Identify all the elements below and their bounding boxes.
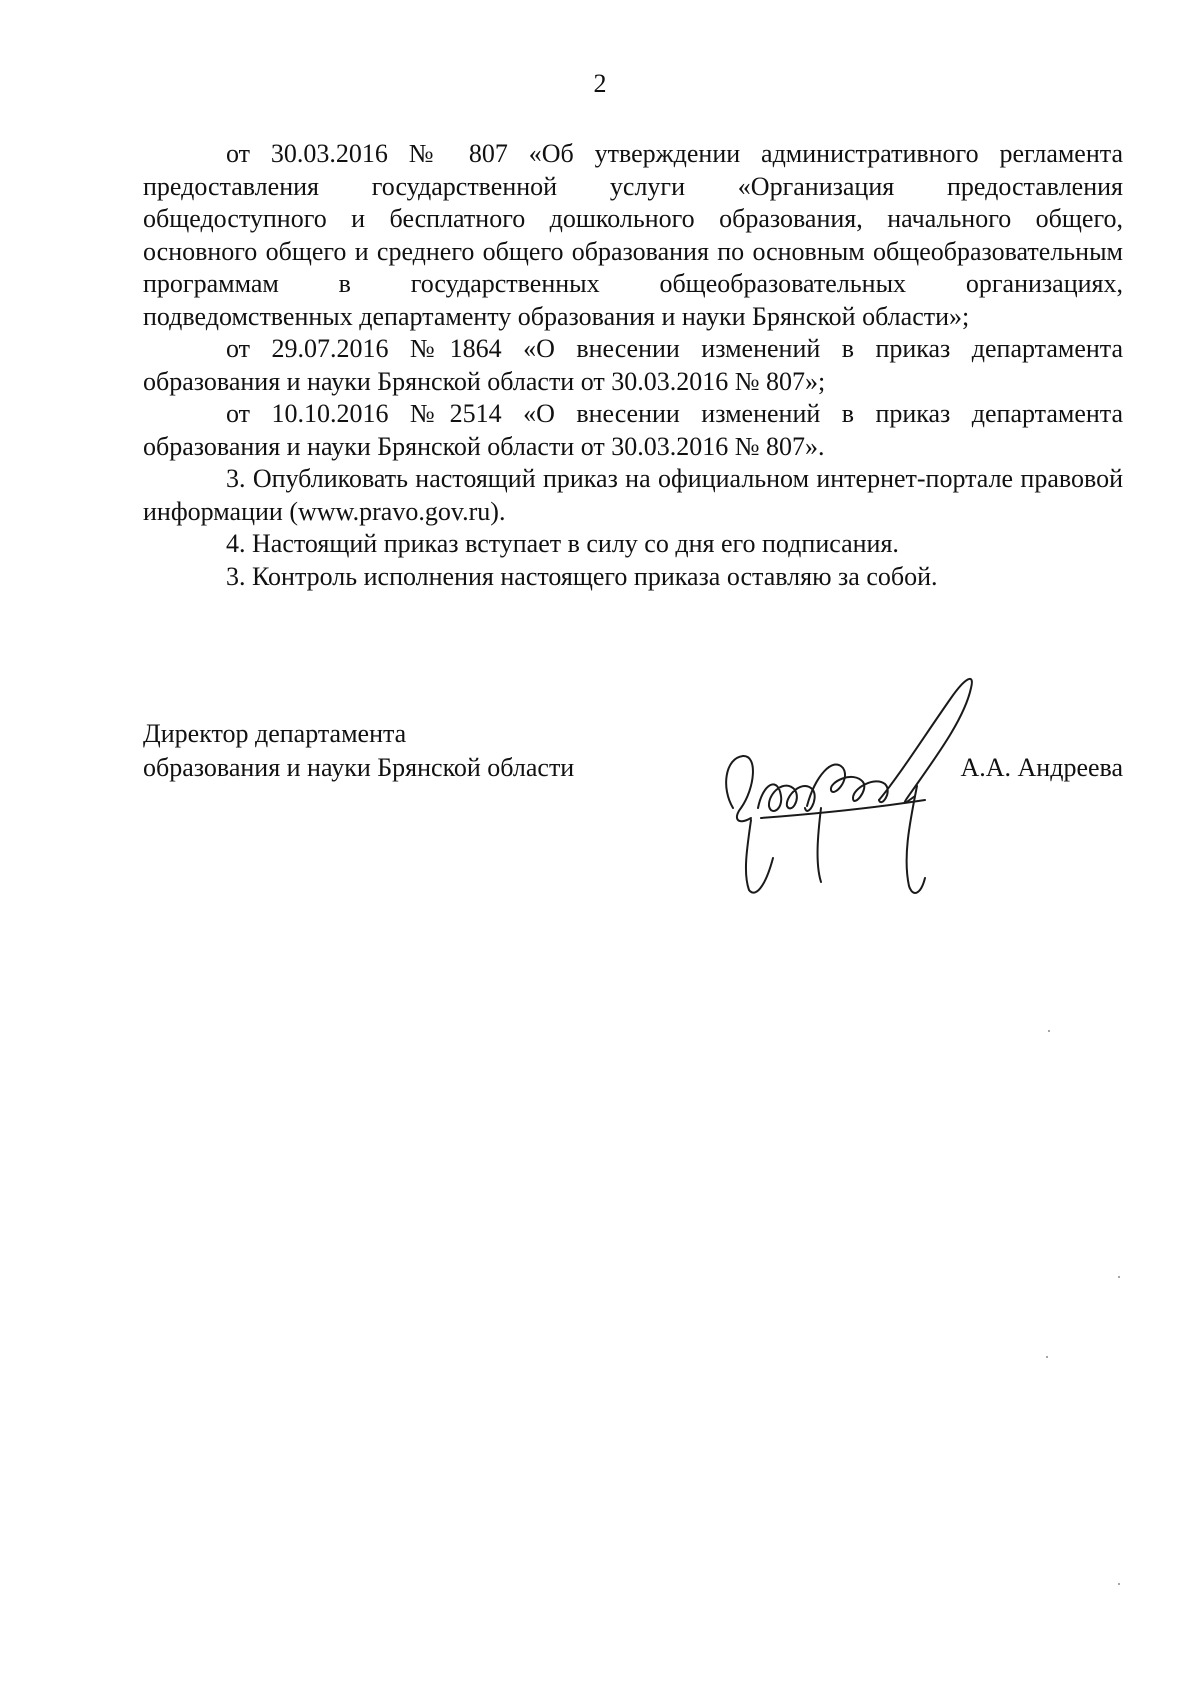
scan-speck [1118, 1276, 1120, 1278]
signatory-title-line-2: образования и науки Брянской области [143, 753, 575, 782]
paragraph-publish: 3. Опубликовать настоящий приказ на официальном интернет-портале правовой информации (www.pravo.gov.ru). [143, 464, 1123, 526]
scan-speck [1048, 1030, 1050, 1032]
document-body [143, 138, 1123, 593]
scan-speck [1118, 1583, 1120, 1585]
scan-speck [1046, 1356, 1048, 1358]
paragraph-effective-date: 4. Настоящий приказ вступает в силу со дня его подписания. [226, 529, 899, 558]
paragraph-order-1864: от 29.07.2016 №1864 «О внесении изменений в приказ департамента образования и науки Брянской области от 30.03.2016 № 807»; [143, 334, 1123, 396]
handwritten-signature [703, 658, 993, 908]
signatory-title-line-1: Директор департамента [143, 719, 407, 748]
page-number: 2 [593, 69, 607, 98]
signature-block [143, 718, 1123, 868]
paragraph-order-2514: от 10.10.2016 №2514 «О внесении изменений в приказ департамента образования и науки Брянской области от 30.03.2016 № 807». [143, 399, 1123, 461]
paragraph-control: 3. Контроль исполнения настоящего приказа оставляю за собой. [226, 561, 938, 591]
paragraph-order-807: от 30.03.2016 № 807 «Об утверждении административного регламента предоставления государственной услуги «Организация предоставления общедоступного и бесплатного дошкольного образования, начального общего, основного общего и среднего общего образования по основным общеобразовательным программам в государственных общеобразовательных организациях, подведомственных департаменту образования и науки Брянской области»; [143, 139, 1123, 331]
signatory-name: А.А. Андреева [960, 753, 1123, 782]
